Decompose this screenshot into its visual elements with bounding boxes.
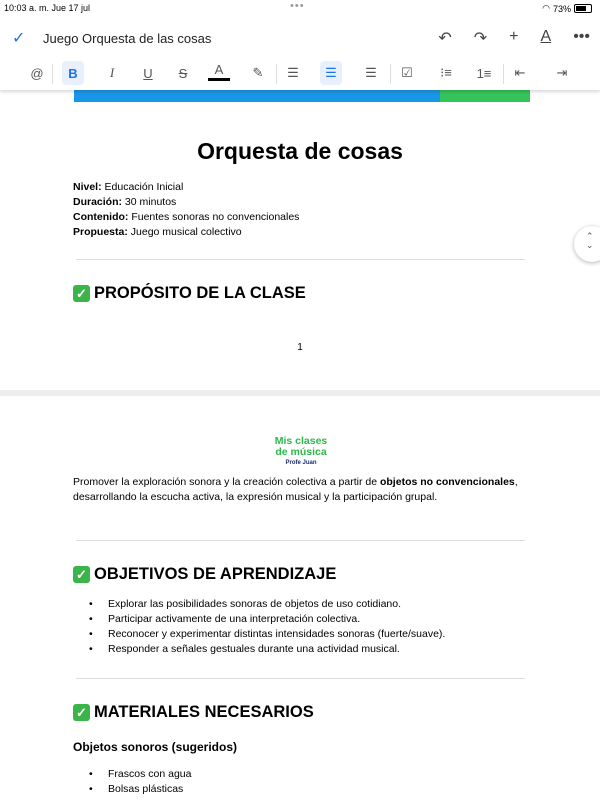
objectives-list <box>92 597 445 657</box>
text-format-icon[interactable]: A <box>540 28 552 45</box>
bold-icon[interactable]: B <box>62 61 84 85</box>
underline-icon[interactable]: U <box>143 65 153 81</box>
wifi-icon: ◠ <box>542 3 550 13</box>
italic-icon[interactable]: I <box>109 65 115 80</box>
undo-icon[interactable]: ↶ <box>438 30 452 47</box>
subheading-objetos: Objetos sonoros (sugeridos) <box>73 740 238 754</box>
highlight-icon[interactable]: ✎ <box>252 65 264 80</box>
align-right-icon[interactable]: ☰ <box>365 65 377 80</box>
strikethrough-icon[interactable]: S <box>178 65 188 81</box>
scroll-handle[interactable]: ⌃ ⌄ <box>574 226 600 262</box>
section-heading-objetivos: ✓ OBJETIVOS DE APRENDIZAJE <box>73 565 336 584</box>
list-item: • Responder a señales gestuales durante una actividad musical. <box>92 642 445 657</box>
increase-indent-icon[interactable]: ⇥ <box>556 65 568 80</box>
numbered-list-icon[interactable]: 1≡ <box>476 65 492 81</box>
status-time: 10:03 a. m. Jue 17 jul <box>4 3 91 13</box>
logo-image: Mis clases de música Profe Juan <box>274 435 328 466</box>
status-bar <box>0 0 600 16</box>
check-mark-icon: ✓ <box>73 285 90 302</box>
bulleted-list-icon[interactable]: ⁝≡ <box>440 65 452 80</box>
divider <box>76 259 525 260</box>
align-left-icon[interactable]: ☰ <box>287 65 299 80</box>
divider <box>76 678 525 679</box>
materials-list <box>92 767 191 797</box>
class-metadata: Nivel: Educación Inicial Duración: 30 minutos Contenido: Fuentes sonoras no convencionales Propuesta: Juego musical colectivo <box>73 181 300 238</box>
document-heading: Orquesta de cosas <box>197 138 403 164</box>
checklist-icon[interactable]: ☑ <box>401 65 413 80</box>
check-mark-icon: ✓ <box>73 704 90 721</box>
align-center-icon[interactable]: ☰ <box>320 61 342 85</box>
list-item: • Frascos con agua <box>92 767 191 782</box>
list-item: • Bolsas plásticas <box>92 782 191 797</box>
list-item: • Reconocer y experimentar distintas intensidades sonoras (fuerte/suave). <box>92 627 445 642</box>
battery-percent: 73% <box>552 3 571 14</box>
document-title[interactable]: Juego Orquesta de las cosas <box>43 30 212 46</box>
multitask-dots[interactable]: ••• <box>290 0 305 12</box>
decrease-indent-icon[interactable]: ⇤ <box>514 65 526 80</box>
list-item: • Participar activamente de una interpretación colectiva. <box>92 612 445 627</box>
title-bar <box>0 22 600 54</box>
header-banner-image <box>74 88 530 102</box>
text-color-icon[interactable]: A <box>208 61 230 81</box>
purpose-paragraph: Promover la exploración sonora y la creación colectiva a partir de objetos no convencionales, desarrollando la escucha activa, la expresión musical y la participación grupal. <box>73 476 518 503</box>
done-check-icon[interactable]: ✓ <box>12 30 26 47</box>
battery-icon <box>574 4 592 13</box>
format-toolbar <box>0 58 600 90</box>
section-heading-materiales: ✓ MATERIALES NECESARIOS <box>73 703 314 722</box>
page-break <box>0 390 600 396</box>
page-number: 1 <box>297 342 303 353</box>
section-heading-proposito: ✓ PROPÓSITO DE LA CLASE <box>73 284 306 303</box>
divider <box>76 540 525 541</box>
mention-icon[interactable]: @ <box>30 65 44 81</box>
list-item: • Explorar las posibilidades sonoras de objetos de uso cotidiano. <box>92 597 445 612</box>
check-mark-icon: ✓ <box>73 566 90 583</box>
redo-icon[interactable]: ↷ <box>473 30 488 47</box>
more-options-icon[interactable]: ••• <box>573 28 590 45</box>
insert-plus-icon[interactable]: + <box>509 28 519 45</box>
